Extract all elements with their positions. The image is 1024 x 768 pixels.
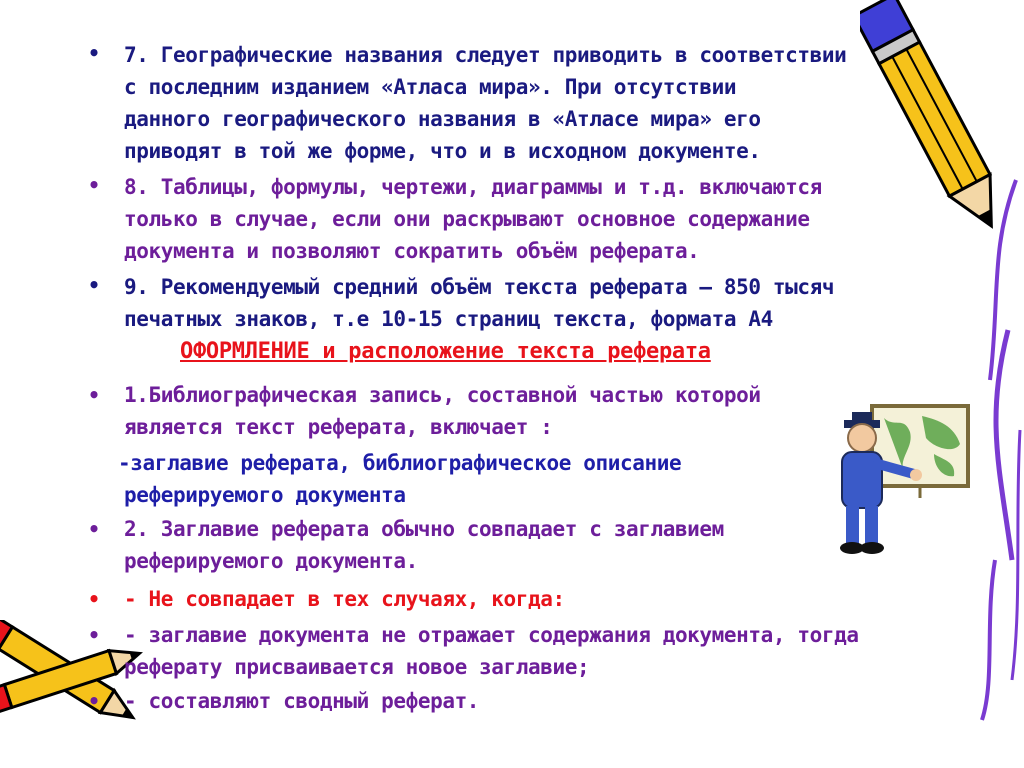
bullet-icon: • (88, 689, 101, 713)
bullet-icon: • (88, 383, 101, 407)
item-7-line-1: 7. Географические названия следует приводить в соответствии (124, 43, 847, 67)
item-not-match-line: - Не совпадает в тех случаях, когда: (124, 587, 565, 611)
item-8-line-1: 8. Таблицы, формулы, чертежи, диаграммы и т.д. включаются (124, 175, 822, 199)
item-8-line-3: документа и позволяют сократить объём реферата. (124, 239, 700, 263)
item-7-line-3: данного географического названия в «Атласе мира» его (124, 107, 761, 131)
item-2-line-1: 2. Заглавие реферата обычно совпадает с заглавием (124, 517, 724, 541)
bullet-icon: • (88, 41, 101, 65)
section-heading: ОФОРМЛЕНИЕ и расположение текста реферата (180, 339, 711, 364)
item-9-line-1: 9. Рекомендуемый средний объём текста реферата – 850 тысяч (124, 275, 835, 299)
bullet-icon: • (88, 273, 101, 297)
subitem-line-2: реферируемого документа (124, 483, 406, 507)
item-1-line-1: 1.Библиографическая запись, составной частью которой (124, 383, 761, 407)
item-9-line-2: печатных знаков, т.е 10-15 страниц текста, формата А4 (124, 307, 773, 331)
item-2-line-2: реферируемого документа. (124, 549, 418, 573)
bullet-icon: • (88, 517, 101, 541)
bullet-icon: • (88, 623, 101, 647)
teacher-with-map-icon (814, 398, 974, 558)
subitem-line-1: -заглавие реферата, библиографическое описание (118, 451, 682, 475)
item-7-line-2: с последним изданием «Атласа мира». При отсутствии (124, 75, 737, 99)
bullet-icon: • (88, 587, 101, 611)
item-case-2-line: - составляют сводный реферат. (124, 689, 480, 713)
item-8-line-2: только в случае, если они раскрывают основное содержание (124, 207, 810, 231)
item-case-1-line-1: - заглавие документа не отражает содержания документа, тогда (124, 623, 859, 647)
item-1-line-2: является текст реферата, включает : (124, 415, 553, 439)
item-case-1-line-2: реферату присваивается новое заглавие; (124, 655, 590, 679)
pencil-icon (860, 0, 1010, 240)
item-7-line-4: приводят в той же форме, что и в исходном документе. (124, 139, 761, 163)
bullet-icon: • (88, 173, 101, 197)
